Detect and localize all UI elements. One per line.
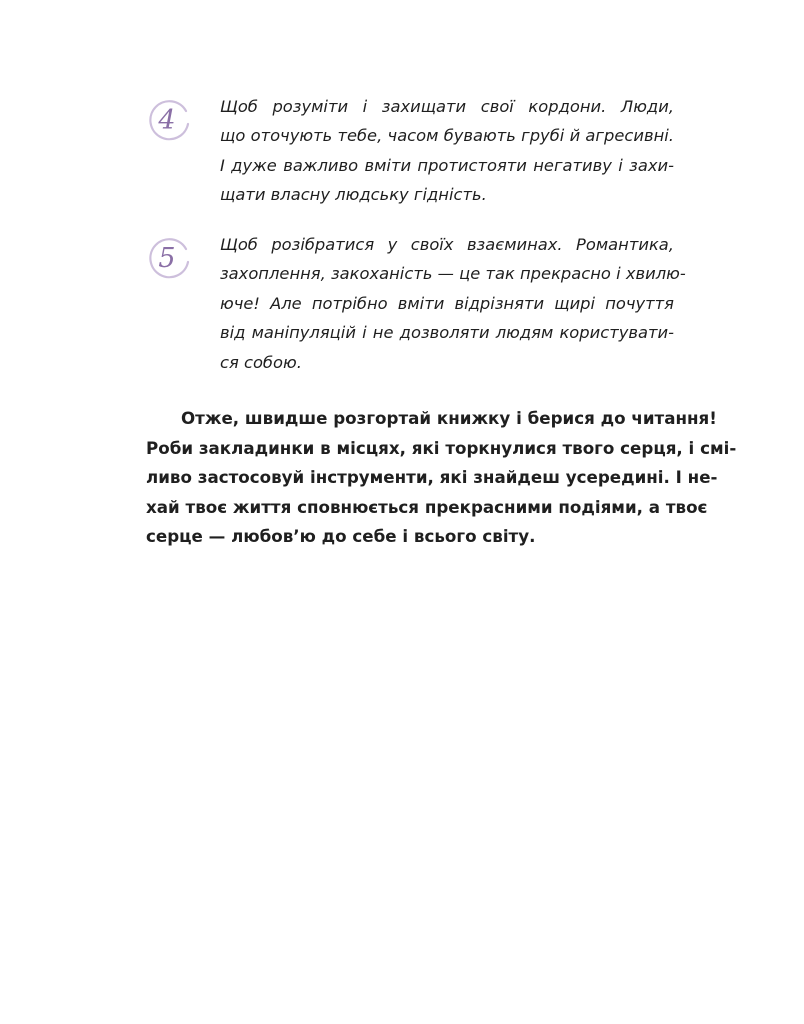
text-line: Щоб розібратися у своїх взаєминах. Романтика, [220,235,674,254]
text-line: юче! Але потрібно вміти відрізняти щирі почуття [220,293,674,313]
list-item-5 [146,230,686,377]
text-line: серце — любов’ю до себе і всього світу. [146,526,536,546]
text-line: хай твоє життя сповнюється прекрасними подіями, а твоє [146,496,708,517]
list-item-4 [146,92,676,210]
item-text [220,92,674,210]
text-line: захоплення, закоханість — це так прекрасно і хвилю- [220,264,686,284]
item-text [220,230,686,377]
number-badge-5 [146,236,192,282]
text-line: від маніпуляцій і не дозволяти людям користувати- [220,323,674,343]
summary-paragraph [146,404,737,552]
text-line: ся собою. [220,352,302,372]
text-line: І дуже важливо вміти протистояти негативу і захи- [220,155,674,175]
text-line: що оточують тебе, часом бувають грубі й агресивні. [220,126,674,146]
item-number: 4 [158,105,176,136]
text-line: ливо застосовуй інструменти, які знайдеш усередині. І не- [146,467,718,487]
item-number: 5 [158,243,176,274]
number-badge-4 [146,98,192,144]
text-line: Роби закладинки в місцях, які торкнулися твого серця, і смі- [146,437,737,458]
text-line: Щоб розуміти і захищати свої кордони. Люди, [220,97,674,116]
text-line: щати власну людську гідність. [220,185,487,205]
text-line: Отже, швидше розгортай книжку і берися до читання! [181,408,717,428]
